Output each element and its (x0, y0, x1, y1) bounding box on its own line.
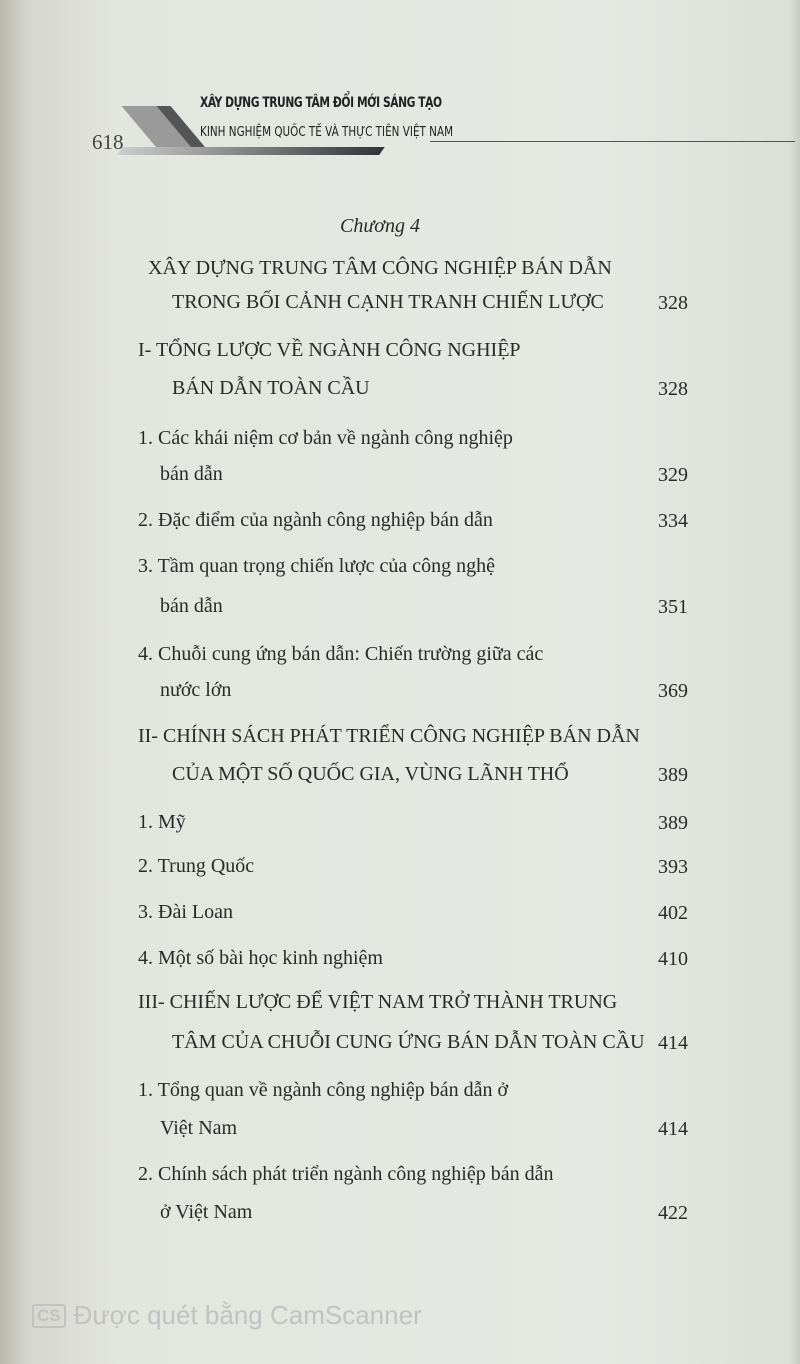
toc-entry-title: 1. Các khái niệm cơ bản về ngành công nghiệp (138, 427, 513, 449)
toc-page: 328 (658, 292, 688, 314)
toc-entry-title: BÁN DẪN TOÀN CẦU (172, 377, 370, 399)
running-title: XÂY DỰNG TRUNG TÂM ĐỔI MỚI SÁNG TẠO (200, 95, 442, 111)
toc-entry-title: bán dẫn (160, 463, 223, 485)
toc-entry-title: 4. Một số bài học kinh nghiệm (138, 947, 383, 969)
chapter-label: Chương 4 (340, 215, 420, 237)
toc-page: 414 (658, 1032, 688, 1054)
watermark-text: Được quét bằng CamScanner (73, 1300, 422, 1330)
toc-entry-title: 2. Đặc điểm của ngành công nghiệp bán dẫn (138, 509, 493, 531)
toc-entry-title: II- CHÍNH SÁCH PHÁT TRIỂN CÔNG NGHIỆP BÁN DẪN (138, 725, 640, 747)
toc-entry-title: 3. Tầm quan trọng chiến lược của công nghệ (138, 555, 496, 577)
toc-page: 369 (658, 680, 688, 702)
toc-entry-title: I- TỔNG LƯỢC VỀ NGÀNH CÔNG NGHIỆP (138, 339, 521, 361)
chapter-title: TRONG BỐI CẢNH CẠNH TRANH CHIẾN LƯỢC (172, 291, 604, 313)
camscanner-logo-icon: CS (32, 1304, 66, 1328)
toc-entry-title: 3. Đài Loan (138, 901, 233, 923)
toc-page: 351 (658, 596, 688, 618)
toc-entry-title: 4. Chuỗi cung ứng bán dẫn: Chiến trường giữa các (138, 643, 544, 665)
toc-page: 329 (658, 464, 688, 486)
page-number: 618 (92, 130, 124, 154)
toc-page: 328 (658, 378, 688, 400)
camscanner-watermark (32, 1300, 422, 1331)
chapter-title: XÂY DỰNG TRUNG TÂM CÔNG NGHIỆP BÁN DẪN (148, 257, 612, 279)
toc-entry-title: 1. Tổng quan về ngành công nghiệp bán dẫn ở (138, 1079, 509, 1101)
toc-page: 414 (658, 1118, 688, 1140)
toc-entry-title: bán dẫn (160, 595, 223, 617)
toc-page: 422 (658, 1202, 688, 1224)
header-bar (117, 147, 385, 155)
toc-entry-title: III- CHIẾN LƯỢC ĐỂ VIỆT NAM TRỞ THÀNH TRUNG (138, 991, 618, 1013)
toc-entry-title: nước lớn (160, 679, 232, 701)
toc-page: 393 (658, 856, 688, 878)
toc-page: 334 (658, 510, 688, 532)
running-subtitle: KINH NGHIỆM QUỐC TẾ VÀ THỰC TIỄN VIỆT NAM (200, 125, 454, 140)
toc-entry-title: Việt Nam (160, 1117, 238, 1139)
toc-page: 402 (658, 902, 688, 924)
toc-entry-title: TÂM CỦA CHUỖI CUNG ỨNG BÁN DẪN TOÀN CẦU (172, 1031, 645, 1053)
toc-entry-title: CỦA MỘT SỐ QUỐC GIA, VÙNG LÃNH THỔ (172, 763, 569, 785)
toc-entry-title: 1. Mỹ (138, 811, 186, 833)
toc-entry-title: 2. Trung Quốc (138, 855, 255, 877)
toc-page: 389 (658, 812, 688, 834)
toc-entry-title: 2. Chính sách phát triển ngành công nghiệp bán dẫn (138, 1163, 554, 1185)
toc-entry-title: ở Việt Nam (160, 1201, 253, 1223)
header-rule (430, 141, 795, 142)
toc-page: 410 (658, 948, 688, 970)
toc-page: 389 (658, 764, 688, 786)
